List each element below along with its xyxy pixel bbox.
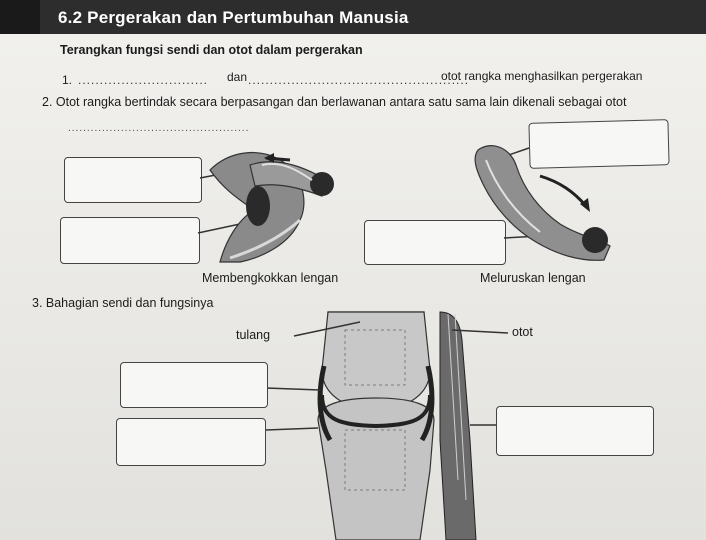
label-bone: tulang xyxy=(236,328,271,342)
straightening-arm-figure xyxy=(475,146,610,261)
instruction-text: Terangkan fungsi sendi dan otot dalam pergerakan xyxy=(60,43,363,57)
answer-box-joint-1[interactable] xyxy=(120,362,268,408)
question-3-text: 3. Bahagian sendi dan fungsinya xyxy=(32,296,214,310)
question-2-text: 2. Otot rangka bertindak secara berpasangan dan berlawanan antara satu sama lain dikenali sebagai otot xyxy=(42,95,627,109)
question-1-ending: otot rangka menghasilkan pergerakan xyxy=(441,69,643,83)
question-1-conjunction: dan xyxy=(227,70,248,84)
caption-bend-arm: Membengkokkan lengan xyxy=(202,271,339,285)
bending-arm-figure xyxy=(210,153,334,262)
question-2-blank[interactable]: ................................................ xyxy=(68,123,250,134)
label-muscle: otot xyxy=(512,325,533,339)
page-title: 6.2 Pergerakan dan Pertumbuhan Manusia xyxy=(58,8,409,27)
caption-straighten-arm: Meluruskan lengan xyxy=(480,271,586,285)
question-1-blank-a[interactable]: .............................. xyxy=(78,73,209,87)
answer-box-joint-2[interactable] xyxy=(116,418,266,466)
answer-box-joint-3[interactable] xyxy=(496,406,654,456)
question-1-number: 1. xyxy=(62,73,73,87)
knee-joint-figure xyxy=(266,312,508,540)
question-1-blank-b[interactable]: ................................................... xyxy=(248,73,470,87)
